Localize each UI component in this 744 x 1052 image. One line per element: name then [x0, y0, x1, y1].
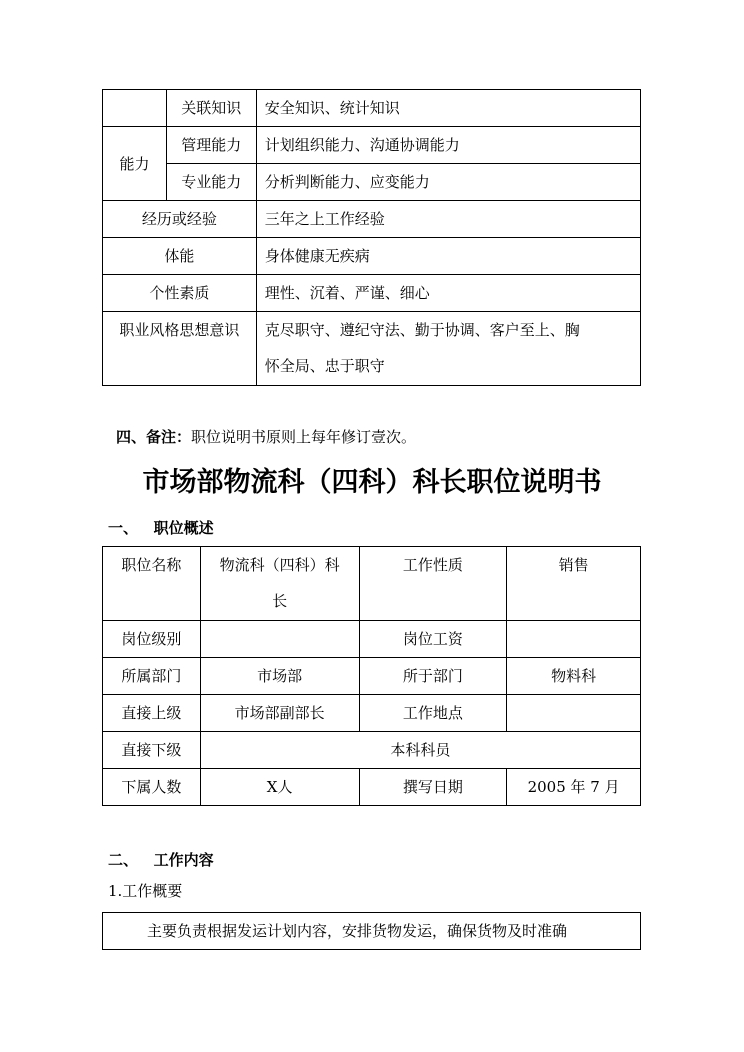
value-line: 怀全局、忠于职守: [264, 357, 385, 375]
table-row: [103, 621, 641, 658]
field-label: 岗位工资: [359, 621, 507, 658]
table-row: [103, 127, 641, 164]
field-value: [200, 621, 359, 658]
table-row: [103, 658, 641, 695]
value-line: 克尽职守、遵纪守法、勤于协调、客户至上、胸: [264, 321, 580, 339]
table-row: [103, 695, 641, 732]
note-text: 职位说明书原则上每年修订壹次。: [191, 428, 417, 446]
field-label: 工作性质: [359, 547, 507, 621]
field-value: [507, 695, 641, 732]
section-heading: 二、 工作内容: [108, 851, 214, 869]
field-value: 2005 年 7 月: [507, 769, 641, 806]
field-value: 市场部副部长: [200, 695, 359, 732]
note-label: 四、备注：: [116, 428, 192, 446]
field-value: 市场部: [200, 658, 359, 695]
group-label: 能力: [103, 127, 167, 201]
table-row: [103, 769, 641, 806]
table-row: [103, 201, 641, 238]
row-value: 计划组织能力、沟通协调能力: [256, 127, 640, 164]
field-label: 岗位级别: [103, 621, 201, 658]
row-value: 三年之上工作经验: [256, 201, 640, 238]
position-overview-table: [102, 546, 641, 806]
field-label: 直接上级: [103, 695, 201, 732]
row-label: 管理能力: [166, 127, 256, 164]
field-value: 本科科员: [200, 732, 640, 769]
value-line: 长: [272, 592, 288, 610]
table-row: [103, 90, 641, 127]
row-value: 理性、沉着、严谨、细心: [256, 275, 640, 312]
table-row: [103, 547, 641, 621]
row-value: [256, 312, 640, 386]
field-label: 直接下级: [103, 732, 201, 769]
note-line: [116, 427, 416, 447]
field-value: X人: [200, 769, 359, 806]
summary-box: [102, 912, 641, 950]
empty-cell: [103, 90, 167, 127]
row-label: 关联知识: [166, 90, 256, 127]
row-label: 体能: [103, 238, 257, 275]
row-label: 经历或经验: [103, 201, 257, 238]
table-row: [103, 732, 641, 769]
table-row: [103, 312, 641, 386]
value-line: 物流科（四科）科: [219, 556, 340, 574]
field-label: 所于部门: [359, 658, 507, 695]
field-label: 撰写日期: [359, 769, 507, 806]
field-label: 工作地点: [359, 695, 507, 732]
row-label: 职业风格思想意识: [103, 312, 257, 386]
table-row: [103, 164, 641, 201]
document-title: 市场部物流科（四科）科长职位说明书: [142, 467, 602, 498]
row-value: 安全知识、统计知识: [256, 90, 640, 127]
field-value: [200, 547, 359, 621]
field-value: [507, 621, 641, 658]
row-label: 专业能力: [166, 164, 256, 201]
row-label: 个性素质: [103, 275, 257, 312]
field-value: 物料科: [507, 658, 641, 695]
field-value: 销售: [507, 547, 641, 621]
subsection-label: 1.工作概要: [108, 882, 183, 900]
section-heading: 一、 职位概述: [108, 519, 214, 537]
row-value: 分析判断能力、应变能力: [256, 164, 640, 201]
field-label: 所属部门: [103, 658, 201, 695]
summary-text: 主要负责根据发运计划内容，安排货物发运，确保货物及时准确: [147, 922, 568, 940]
row-value: 身体健康无疾病: [256, 238, 640, 275]
table-row: [103, 275, 641, 312]
field-label: 下属人数: [103, 769, 201, 806]
qualifications-table: [102, 89, 641, 386]
table-row: [103, 238, 641, 275]
field-label: 职位名称: [103, 547, 201, 621]
